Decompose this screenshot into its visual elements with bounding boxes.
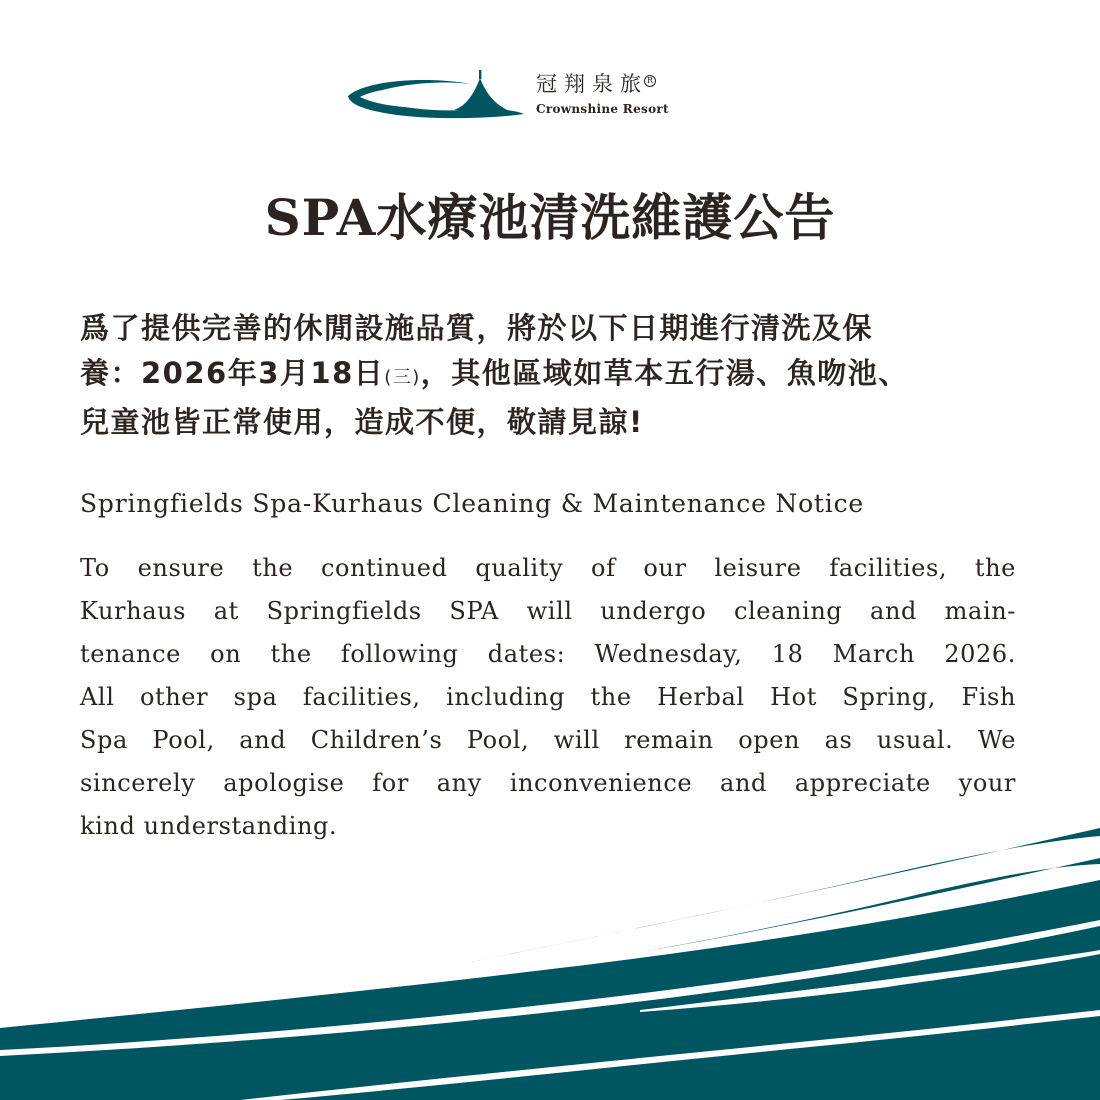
brand-name-cn: 冠翔泉旅R xyxy=(536,72,669,96)
crown-swoosh-icon xyxy=(346,66,526,122)
notice-en-line: To ensure the continued quality of our leisure facilities, the xyxy=(80,554,1016,582)
notice-en-line: All other spa facilities, including the Herbal Hot Spring, Fish xyxy=(80,683,1016,711)
notice-cn-rest: ，其他區域如草本五行湯、魚吻池、 xyxy=(420,356,909,390)
page-title: SPA水療池清洗維護公告 xyxy=(264,188,836,247)
notice-cn-date: 養：2026年3月18日 xyxy=(80,356,385,390)
notice-en-line: Spa Pool, and Children’s Pool, will remain open as usual. We xyxy=(80,726,1016,754)
notice-en-line: tenance on the following dates: Wednesday, 18 March 2026. xyxy=(80,640,1016,668)
notice-cn-weekday: (三) xyxy=(384,367,421,388)
notice-cn-line: 兒童池皆正常使用，造成不便，敬請見諒! xyxy=(80,405,644,439)
brand-name-en: Crownshine Resort xyxy=(536,102,669,116)
brand-logo xyxy=(346,66,706,126)
notice-heading-en: Springfields Spa-Kurhaus Cleaning & Maintenance Notice xyxy=(80,489,864,518)
notice-cn-line: 爲了提供完善的休閒設施品質，將於以下日期進行清洗及保 xyxy=(80,311,874,345)
registered-mark: R xyxy=(644,75,656,87)
notice-en-line: Kurhaus at Springfields SPA will undergo cleaning and main- xyxy=(80,597,1016,625)
notice-en-line: sincerely apologise for any inconvenience and appreciate your xyxy=(80,769,1016,797)
notice-cn-line xyxy=(80,351,1020,400)
notice-en-line: kind understanding. xyxy=(80,812,338,840)
brand-text xyxy=(536,72,669,116)
notice-body-cn xyxy=(80,306,1020,445)
notice-body-en xyxy=(80,547,1016,848)
